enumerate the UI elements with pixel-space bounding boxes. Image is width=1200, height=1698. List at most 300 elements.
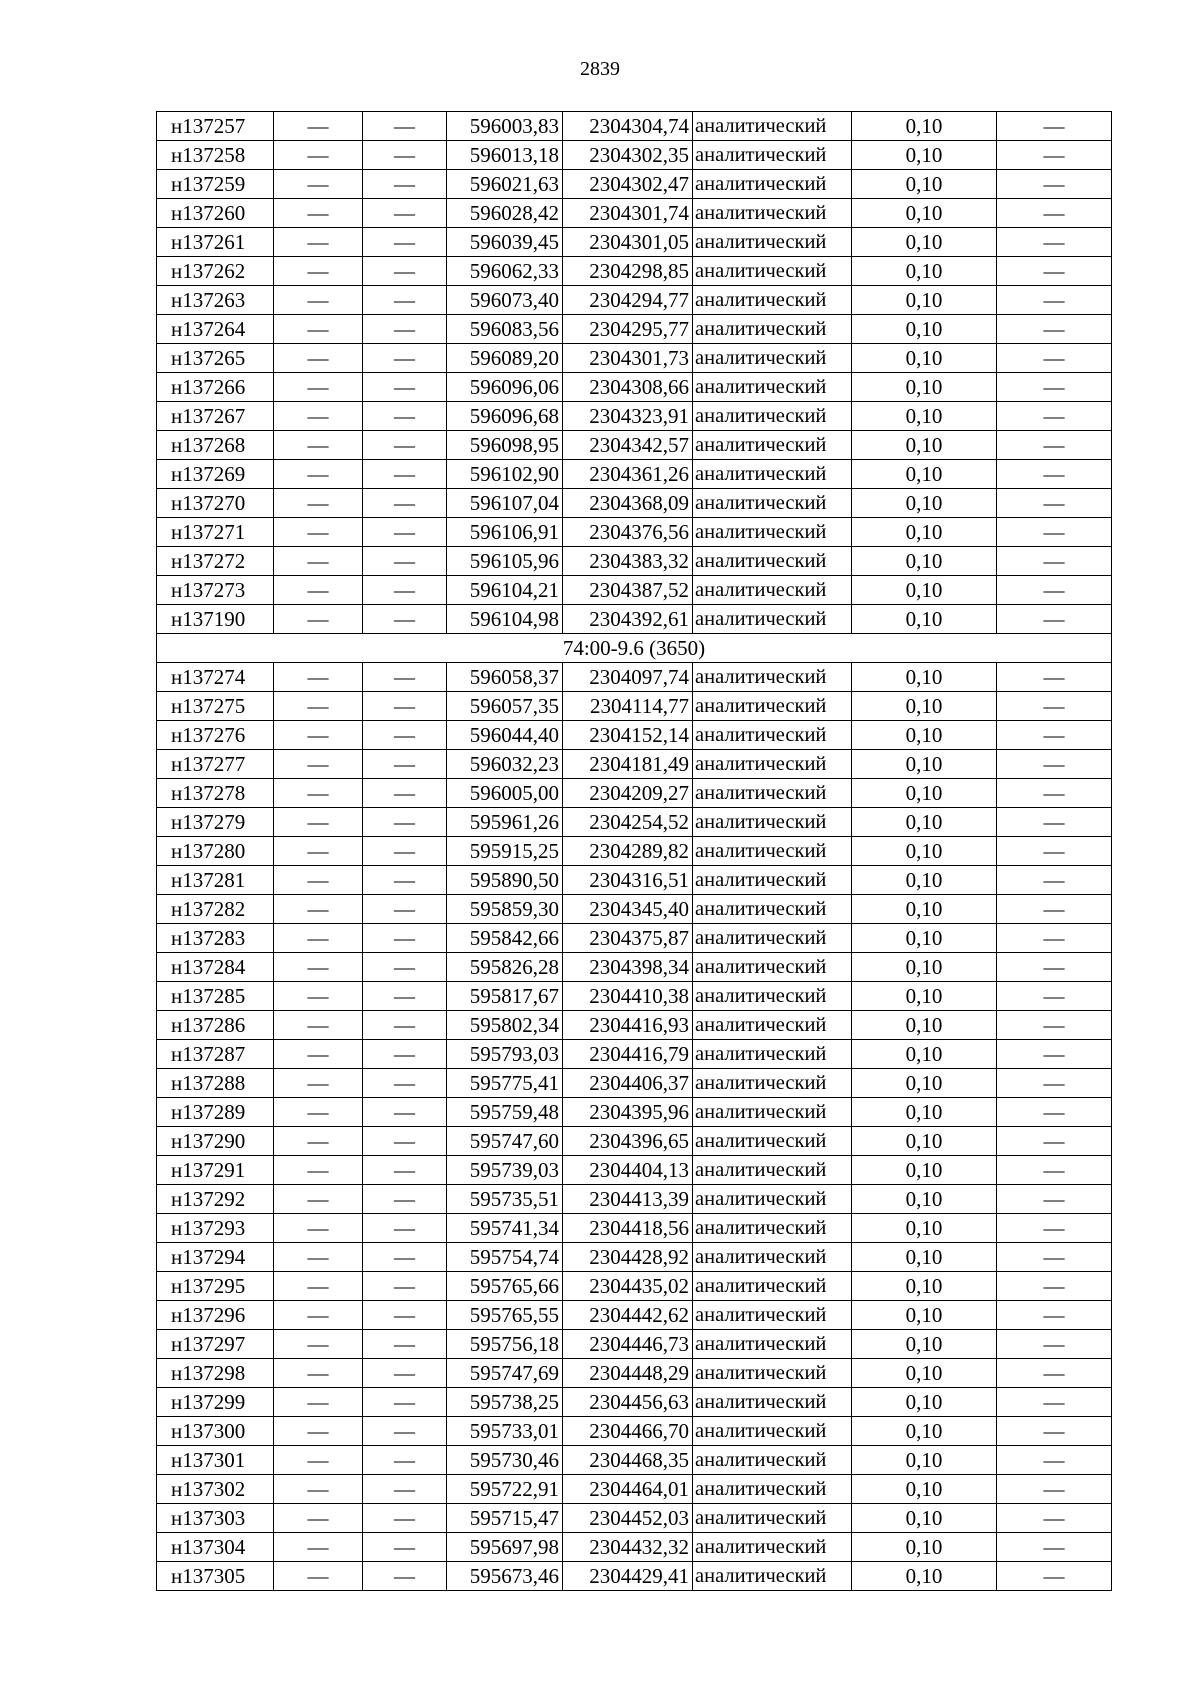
- table-row: [157, 866, 1112, 895]
- dash-cell: —: [363, 663, 447, 692]
- y-coordinate-cell: 2304416,93: [563, 1011, 693, 1040]
- accuracy-cell: 0,10: [852, 576, 997, 605]
- accuracy-cell: 0,10: [852, 750, 997, 779]
- section-title: 74:00-9.6 (3650): [157, 634, 1112, 663]
- dash-cell: —: [363, 460, 447, 489]
- table-row: [157, 808, 1112, 837]
- dash-cell: —: [274, 431, 363, 460]
- dash-cell: —: [997, 1301, 1112, 1330]
- method-cell: аналитический: [693, 1040, 852, 1069]
- point-name-cell: н137290: [157, 1127, 274, 1156]
- accuracy-cell: 0,10: [852, 1185, 997, 1214]
- dash-cell: —: [997, 460, 1112, 489]
- method-cell: аналитический: [693, 692, 852, 721]
- dash-cell: —: [997, 1417, 1112, 1446]
- point-name-cell: н137272: [157, 547, 274, 576]
- method-cell: аналитический: [693, 1098, 852, 1127]
- dash-cell: —: [274, 1504, 363, 1533]
- dash-cell: —: [363, 431, 447, 460]
- dash-cell: —: [363, 1243, 447, 1272]
- dash-cell: —: [997, 1359, 1112, 1388]
- method-cell: аналитический: [693, 431, 852, 460]
- accuracy-cell: 0,10: [852, 1156, 997, 1185]
- dash-cell: —: [274, 808, 363, 837]
- accuracy-cell: 0,10: [852, 1388, 997, 1417]
- dash-cell: —: [274, 1388, 363, 1417]
- dash-cell: —: [274, 895, 363, 924]
- point-name-cell: н137274: [157, 663, 274, 692]
- accuracy-cell: 0,10: [852, 315, 997, 344]
- accuracy-cell: 0,10: [852, 837, 997, 866]
- y-coordinate-cell: 2304304,74: [563, 112, 693, 141]
- x-coordinate-cell: 596028,42: [447, 199, 563, 228]
- point-name-cell: н137273: [157, 576, 274, 605]
- dash-cell: —: [363, 837, 447, 866]
- dash-cell: —: [274, 924, 363, 953]
- x-coordinate-cell: 596107,04: [447, 489, 563, 518]
- method-cell: аналитический: [693, 1301, 852, 1330]
- dash-cell: —: [274, 1098, 363, 1127]
- point-name-cell: н137261: [157, 228, 274, 257]
- method-cell: аналитический: [693, 1504, 852, 1533]
- method-cell: аналитический: [693, 1156, 852, 1185]
- method-cell: аналитический: [693, 953, 852, 982]
- x-coordinate-cell: 596096,06: [447, 373, 563, 402]
- accuracy-cell: 0,10: [852, 1011, 997, 1040]
- dash-cell: —: [274, 1069, 363, 1098]
- point-name-cell: н137190: [157, 605, 274, 634]
- dash-cell: —: [363, 576, 447, 605]
- dash-cell: —: [997, 779, 1112, 808]
- point-name-cell: н137304: [157, 1533, 274, 1562]
- y-coordinate-cell: 2304376,56: [563, 518, 693, 547]
- dash-cell: —: [363, 866, 447, 895]
- dash-cell: —: [997, 1127, 1112, 1156]
- point-name-cell: н137296: [157, 1301, 274, 1330]
- section-header-row: [157, 634, 1112, 663]
- method-cell: аналитический: [693, 1446, 852, 1475]
- table-row: [157, 489, 1112, 518]
- table-row: [157, 1301, 1112, 1330]
- method-cell: аналитический: [693, 170, 852, 199]
- point-name-cell: н137263: [157, 286, 274, 315]
- accuracy-cell: 0,10: [852, 1272, 997, 1301]
- table-row: [157, 1040, 1112, 1069]
- method-cell: аналитический: [693, 315, 852, 344]
- y-coordinate-cell: 2304428,92: [563, 1243, 693, 1272]
- dash-cell: —: [363, 605, 447, 634]
- point-name-cell: н137270: [157, 489, 274, 518]
- y-coordinate-cell: 2304097,74: [563, 663, 693, 692]
- accuracy-cell: 0,10: [852, 547, 997, 576]
- point-name-cell: н137299: [157, 1388, 274, 1417]
- table-row: [157, 518, 1112, 547]
- dash-cell: —: [997, 1330, 1112, 1359]
- dash-cell: —: [363, 1214, 447, 1243]
- dash-cell: —: [274, 1446, 363, 1475]
- x-coordinate-cell: 596096,68: [447, 402, 563, 431]
- dash-cell: —: [997, 228, 1112, 257]
- point-name-cell: н137297: [157, 1330, 274, 1359]
- dash-cell: —: [274, 1475, 363, 1504]
- y-coordinate-cell: 2304416,79: [563, 1040, 693, 1069]
- accuracy-cell: 0,10: [852, 1098, 997, 1127]
- dash-cell: —: [363, 547, 447, 576]
- accuracy-cell: 0,10: [852, 286, 997, 315]
- method-cell: аналитический: [693, 750, 852, 779]
- dash-cell: —: [274, 112, 363, 141]
- x-coordinate-cell: 595765,66: [447, 1272, 563, 1301]
- table-row: [157, 1214, 1112, 1243]
- table-row: [157, 460, 1112, 489]
- dash-cell: —: [274, 170, 363, 199]
- accuracy-cell: 0,10: [852, 866, 997, 895]
- dash-cell: —: [363, 1562, 447, 1591]
- x-coordinate-cell: 595915,25: [447, 837, 563, 866]
- x-coordinate-cell: 596058,37: [447, 663, 563, 692]
- dash-cell: —: [274, 141, 363, 170]
- method-cell: аналитический: [693, 373, 852, 402]
- table-row: [157, 1359, 1112, 1388]
- method-cell: аналитический: [693, 286, 852, 315]
- y-coordinate-cell: 2304404,13: [563, 1156, 693, 1185]
- dash-cell: —: [274, 1243, 363, 1272]
- accuracy-cell: 0,10: [852, 721, 997, 750]
- accuracy-cell: 0,10: [852, 924, 997, 953]
- y-coordinate-cell: 2304301,73: [563, 344, 693, 373]
- x-coordinate-cell: 596102,90: [447, 460, 563, 489]
- dash-cell: —: [363, 1069, 447, 1098]
- accuracy-cell: 0,10: [852, 1243, 997, 1272]
- y-coordinate-cell: 2304398,34: [563, 953, 693, 982]
- point-name-cell: н137264: [157, 315, 274, 344]
- table-row: [157, 605, 1112, 634]
- dash-cell: —: [274, 692, 363, 721]
- dash-cell: —: [997, 1040, 1112, 1069]
- dash-cell: —: [997, 1533, 1112, 1562]
- point-name-cell: н137269: [157, 460, 274, 489]
- y-coordinate-cell: 2304302,35: [563, 141, 693, 170]
- dash-cell: —: [997, 199, 1112, 228]
- dash-cell: —: [274, 1417, 363, 1446]
- method-cell: аналитический: [693, 228, 852, 257]
- y-coordinate-cell: 2304295,77: [563, 315, 693, 344]
- dash-cell: —: [274, 721, 363, 750]
- accuracy-cell: 0,10: [852, 1040, 997, 1069]
- y-coordinate-cell: 2304302,47: [563, 170, 693, 199]
- dash-cell: —: [997, 1504, 1112, 1533]
- dash-cell: —: [363, 1330, 447, 1359]
- dash-cell: —: [997, 1011, 1112, 1040]
- dash-cell: —: [363, 1504, 447, 1533]
- table-row: [157, 170, 1112, 199]
- x-coordinate-cell: 596021,63: [447, 170, 563, 199]
- point-name-cell: н137298: [157, 1359, 274, 1388]
- y-coordinate-cell: 2304181,49: [563, 750, 693, 779]
- x-coordinate-cell: 595802,34: [447, 1011, 563, 1040]
- method-cell: аналитический: [693, 1562, 852, 1591]
- dash-cell: —: [997, 1446, 1112, 1475]
- table-row: [157, 1533, 1112, 1562]
- method-cell: аналитический: [693, 1388, 852, 1417]
- accuracy-cell: 0,10: [852, 344, 997, 373]
- point-name-cell: н137289: [157, 1098, 274, 1127]
- y-coordinate-cell: 2304468,35: [563, 1446, 693, 1475]
- dash-cell: —: [997, 373, 1112, 402]
- dash-cell: —: [363, 257, 447, 286]
- y-coordinate-cell: 2304345,40: [563, 895, 693, 924]
- method-cell: аналитический: [693, 112, 852, 141]
- accuracy-cell: 0,10: [852, 373, 997, 402]
- point-name-cell: н137278: [157, 779, 274, 808]
- accuracy-cell: 0,10: [852, 663, 997, 692]
- dash-cell: —: [363, 112, 447, 141]
- x-coordinate-cell: 595859,30: [447, 895, 563, 924]
- method-cell: аналитический: [693, 1417, 852, 1446]
- accuracy-cell: 0,10: [852, 1533, 997, 1562]
- y-coordinate-cell: 2304383,32: [563, 547, 693, 576]
- y-coordinate-cell: 2304301,74: [563, 199, 693, 228]
- point-name-cell: н137285: [157, 982, 274, 1011]
- table-row: [157, 1272, 1112, 1301]
- method-cell: аналитический: [693, 1359, 852, 1388]
- dash-cell: —: [363, 1040, 447, 1069]
- table-row: [157, 953, 1112, 982]
- dash-cell: —: [997, 750, 1112, 779]
- x-coordinate-cell: 596089,20: [447, 344, 563, 373]
- x-coordinate-cell: 596106,91: [447, 518, 563, 547]
- accuracy-cell: 0,10: [852, 170, 997, 199]
- y-coordinate-cell: 2304395,96: [563, 1098, 693, 1127]
- dash-cell: —: [274, 286, 363, 315]
- dash-cell: —: [997, 1243, 1112, 1272]
- dash-cell: —: [363, 1533, 447, 1562]
- accuracy-cell: 0,10: [852, 1504, 997, 1533]
- x-coordinate-cell: 595756,18: [447, 1330, 563, 1359]
- table-row: [157, 1156, 1112, 1185]
- table-row: [157, 837, 1112, 866]
- dash-cell: —: [363, 1475, 447, 1504]
- dash-cell: —: [997, 257, 1112, 286]
- method-cell: аналитический: [693, 1127, 852, 1156]
- accuracy-cell: 0,10: [852, 1214, 997, 1243]
- dash-cell: —: [274, 750, 363, 779]
- dash-cell: —: [997, 315, 1112, 344]
- method-cell: аналитический: [693, 547, 852, 576]
- dash-cell: —: [997, 141, 1112, 170]
- accuracy-cell: 0,10: [852, 228, 997, 257]
- dash-cell: —: [997, 1562, 1112, 1591]
- y-coordinate-cell: 2304387,52: [563, 576, 693, 605]
- y-coordinate-cell: 2304308,66: [563, 373, 693, 402]
- table-row: [157, 1011, 1112, 1040]
- dash-cell: —: [997, 895, 1112, 924]
- method-cell: аналитический: [693, 1475, 852, 1504]
- accuracy-cell: 0,10: [852, 199, 997, 228]
- y-coordinate-cell: 2304396,65: [563, 1127, 693, 1156]
- y-coordinate-cell: 2304289,82: [563, 837, 693, 866]
- y-coordinate-cell: 2304413,39: [563, 1185, 693, 1214]
- x-coordinate-cell: 596104,21: [447, 576, 563, 605]
- x-coordinate-cell: 595722,91: [447, 1475, 563, 1504]
- dash-cell: —: [363, 692, 447, 721]
- table-row: [157, 895, 1112, 924]
- point-name-cell: н137279: [157, 808, 274, 837]
- method-cell: аналитический: [693, 837, 852, 866]
- method-cell: аналитический: [693, 1214, 852, 1243]
- dash-cell: —: [363, 170, 447, 199]
- dash-cell: —: [274, 547, 363, 576]
- dash-cell: —: [363, 489, 447, 518]
- method-cell: аналитический: [693, 605, 852, 634]
- dash-cell: —: [997, 924, 1112, 953]
- accuracy-cell: 0,10: [852, 1359, 997, 1388]
- x-coordinate-cell: 595754,74: [447, 1243, 563, 1272]
- x-coordinate-cell: 595775,41: [447, 1069, 563, 1098]
- table-row: [157, 402, 1112, 431]
- x-coordinate-cell: 595697,98: [447, 1533, 563, 1562]
- dash-cell: —: [363, 518, 447, 547]
- dash-cell: —: [363, 1417, 447, 1446]
- dash-cell: —: [274, 373, 363, 402]
- method-cell: аналитический: [693, 1069, 852, 1098]
- dash-cell: —: [274, 1156, 363, 1185]
- dash-cell: —: [274, 1533, 363, 1562]
- x-coordinate-cell: 596039,45: [447, 228, 563, 257]
- x-coordinate-cell: 595741,34: [447, 1214, 563, 1243]
- point-name-cell: н137267: [157, 402, 274, 431]
- dash-cell: —: [274, 837, 363, 866]
- y-coordinate-cell: 2304456,63: [563, 1388, 693, 1417]
- accuracy-cell: 0,10: [852, 460, 997, 489]
- table-row: [157, 547, 1112, 576]
- accuracy-cell: 0,10: [852, 895, 997, 924]
- dash-cell: —: [274, 866, 363, 895]
- y-coordinate-cell: 2304392,61: [563, 605, 693, 634]
- x-coordinate-cell: 595730,46: [447, 1446, 563, 1475]
- dash-cell: —: [274, 779, 363, 808]
- dash-cell: —: [274, 228, 363, 257]
- y-coordinate-cell: 2304466,70: [563, 1417, 693, 1446]
- method-cell: аналитический: [693, 199, 852, 228]
- dash-cell: —: [363, 141, 447, 170]
- dash-cell: —: [274, 460, 363, 489]
- dash-cell: —: [997, 605, 1112, 634]
- method-cell: аналитический: [693, 1272, 852, 1301]
- table-row: [157, 344, 1112, 373]
- coordinates-table-body: [157, 112, 1112, 1591]
- dash-cell: —: [363, 402, 447, 431]
- y-coordinate-cell: 2304342,57: [563, 431, 693, 460]
- accuracy-cell: 0,10: [852, 692, 997, 721]
- dash-cell: —: [997, 721, 1112, 750]
- y-coordinate-cell: 2304294,77: [563, 286, 693, 315]
- dash-cell: —: [274, 1359, 363, 1388]
- x-coordinate-cell: 596013,18: [447, 141, 563, 170]
- dash-cell: —: [997, 576, 1112, 605]
- y-coordinate-cell: 2304368,09: [563, 489, 693, 518]
- dash-cell: —: [997, 112, 1112, 141]
- dash-cell: —: [363, 373, 447, 402]
- dash-cell: —: [997, 837, 1112, 866]
- table-row: [157, 141, 1112, 170]
- method-cell: аналитический: [693, 663, 852, 692]
- point-name-cell: н137302: [157, 1475, 274, 1504]
- point-name-cell: н137303: [157, 1504, 274, 1533]
- dash-cell: —: [997, 286, 1112, 315]
- dash-cell: —: [363, 953, 447, 982]
- table-row: [157, 1069, 1112, 1098]
- table-row: [157, 1127, 1112, 1156]
- y-coordinate-cell: 2304114,77: [563, 692, 693, 721]
- dash-cell: —: [274, 518, 363, 547]
- x-coordinate-cell: 595673,46: [447, 1562, 563, 1591]
- dash-cell: —: [274, 953, 363, 982]
- dash-cell: —: [363, 1011, 447, 1040]
- table-row: [157, 1243, 1112, 1272]
- table-row: [157, 663, 1112, 692]
- dash-cell: —: [997, 1156, 1112, 1185]
- table-row: [157, 373, 1112, 402]
- x-coordinate-cell: 595747,69: [447, 1359, 563, 1388]
- dash-cell: —: [363, 1098, 447, 1127]
- dash-cell: —: [363, 315, 447, 344]
- method-cell: аналитический: [693, 518, 852, 547]
- x-coordinate-cell: 595735,51: [447, 1185, 563, 1214]
- x-coordinate-cell: 596057,35: [447, 692, 563, 721]
- point-name-cell: н137295: [157, 1272, 274, 1301]
- dash-cell: —: [274, 199, 363, 228]
- dash-cell: —: [274, 1127, 363, 1156]
- x-coordinate-cell: 596005,00: [447, 779, 563, 808]
- point-name-cell: н137257: [157, 112, 274, 141]
- dash-cell: —: [363, 808, 447, 837]
- point-name-cell: н137276: [157, 721, 274, 750]
- dash-cell: —: [997, 1185, 1112, 1214]
- accuracy-cell: 0,10: [852, 1301, 997, 1330]
- dash-cell: —: [274, 1562, 363, 1591]
- y-coordinate-cell: 2304410,38: [563, 982, 693, 1011]
- dash-cell: —: [997, 663, 1112, 692]
- x-coordinate-cell: 595739,03: [447, 1156, 563, 1185]
- point-name-cell: н137280: [157, 837, 274, 866]
- dash-cell: —: [274, 1185, 363, 1214]
- accuracy-cell: 0,10: [852, 518, 997, 547]
- dash-cell: —: [274, 605, 363, 634]
- method-cell: аналитический: [693, 924, 852, 953]
- table-row: [157, 199, 1112, 228]
- dash-cell: —: [997, 808, 1112, 837]
- dash-cell: —: [274, 982, 363, 1011]
- table-row: [157, 692, 1112, 721]
- table-row: [157, 1388, 1112, 1417]
- accuracy-cell: 0,10: [852, 1562, 997, 1591]
- dash-cell: —: [363, 1272, 447, 1301]
- point-name-cell: н137293: [157, 1214, 274, 1243]
- accuracy-cell: 0,10: [852, 141, 997, 170]
- dash-cell: —: [997, 170, 1112, 199]
- point-name-cell: н137260: [157, 199, 274, 228]
- method-cell: аналитический: [693, 257, 852, 286]
- point-name-cell: н137287: [157, 1040, 274, 1069]
- table-row: [157, 112, 1112, 141]
- accuracy-cell: 0,10: [852, 1475, 997, 1504]
- method-cell: аналитический: [693, 721, 852, 750]
- dash-cell: —: [997, 489, 1112, 518]
- accuracy-cell: 0,10: [852, 1127, 997, 1156]
- x-coordinate-cell: 595890,50: [447, 866, 563, 895]
- table-row: [157, 1475, 1112, 1504]
